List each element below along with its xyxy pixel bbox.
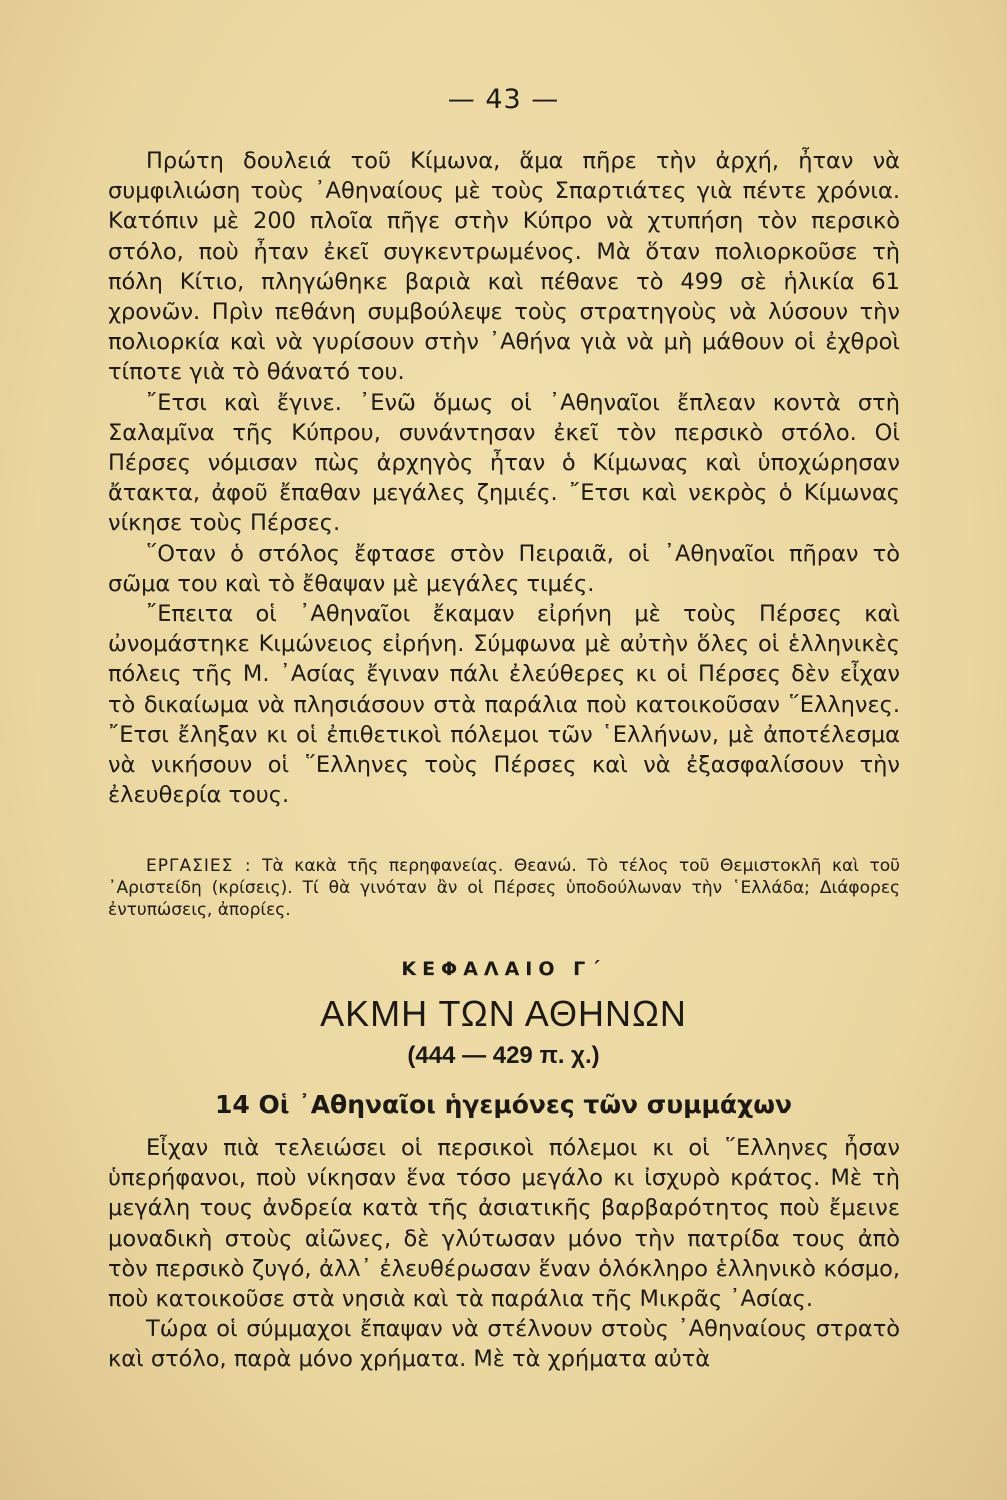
tasks-label: ΕΡΓΑΣΙΕΣ : xyxy=(146,856,252,876)
tasks-block xyxy=(108,855,900,921)
tasks-text: Τὰ κακὰ τῆς περηφανείας. Θεανώ. Τὸ τέλος τοῦ Θεμιστοκλῆ καὶ τοῦ ᾿Αριστείδη (κρίσεις). Τί θὰ γινόταν ἂν οἱ Πέρσες ὑποδούλωναν τὴν ῾Ελλάδα; Διάφορες ἐντυπώσεις, ἀπορίες. xyxy=(108,856,901,920)
paragraph: ῎Επειτα οἱ ᾿Αθηναῖοι ἔκαμαν εἰρήνη μὲ τοὺς Πέρσες καὶ ὠνομάστηκε Κιμώνειος εἰρήνη. Σύμφωνα μὲ αὐτὴν ὅλες οἱ ἑλληνικὲς πόλεις τῆς Μ. ᾿Ασίας ἔγιναν πάλι ἐλεύθερες κι οἱ Πέρσες δὲν εἶχαν τὸ δικαίωμα νὰ πλησιάσουν στὰ παράλια ποὺ κατοικοῦσαν ῞Ελληνες. ῎Ετσι ἔληξαν κι οἱ ἐπιθετικοὶ πόλεμοι τῶν ῾Ελλήνων, μὲ ἀποτέλεσμα νὰ νικήσουν οἱ ῞Ελληνες τοὺς Πέρσες καὶ νὰ ἐξασφαλίσουν τὴν ἐλευθερία τους. xyxy=(108,601,900,809)
chapter-label: ΚΕΦΑΛΑΙΟ Γ΄ xyxy=(401,958,606,980)
page-number: — 43 — xyxy=(447,84,560,115)
paragraph: Πρώτη δουλειά τοῦ Κίμωνα, ἅμα πῆρε τὴν ἀρχή, ἦταν νὰ συμφιλιώση τοὺς ᾿Αθηναίους μὲ τοὺς Σπαρτιάτες γιὰ πέντε χρόνια. Κατόπιν μὲ 200 πλοῖα πῆγε στὴν Κύπρο νὰ χτυπήση τὸν περσικὸ στόλο, ποὺ ἦταν ἐκεῖ συγκεντρωμένος. Μὰ ὅταν πολιορκοῦσε τὴ πόλη Κίτιο, πληγώθηκε βαριὰ καὶ πέθανε τὸ 499 σὲ ἡλικία 61 χρονῶν. Πρὶν πεθάνη συμβούλεψε τοὺς στρατηγοὺς νὰ λύσουν τὴν πολιορκία καὶ νὰ γυρίσουν στὴν ᾿Αθήνα γιὰ νὰ μὴ μάθουν οἱ ἐχθροὶ τίποτε γιὰ τὸ θάνατό του. xyxy=(108,148,900,386)
paragraph: ῎Ετσι καὶ ἔγινε. ᾿Ενῶ ὅμως οἱ ᾿Αθηναῖοι ἔπλεαν κοντὰ στὴ Σαλαμῖνα τῆς Κύπρου, συνάντησαν ἐκεῖ τὸν περσικὸ στόλο. Οἱ Πέρσες νόμισαν πὼς ἀρχηγὸς ἦταν ὁ Κίμωνας καὶ ὑποχώρησαν ἄτακτα, ἀφοῦ ἔπαθαν μεγάλες ζημιές. ῎Ετσι καὶ νεκρὸς ὁ Κίμωνας νίκησε τοὺς Πέρσες. xyxy=(108,389,900,537)
paragraph: ῞Οταν ὁ στόλος ἔφτασε στὸν Πειραιᾶ, οἱ ᾿Αθηναῖοι πῆραν τὸ σῶμα του καὶ τὸ ἔθαψαν μὲ μεγάλες τιμές. xyxy=(108,540,900,597)
section-body xyxy=(108,1133,900,1375)
chapter-title: ΑΚΜΗ ΤΩΝ ΑΘΗΝΩΝ xyxy=(320,993,687,1034)
tasks-paragraph xyxy=(108,855,900,921)
paragraph: Εἶχαν πιὰ τελειώσει οἱ περσικοὶ πόλεμοι κι οἱ ῞Ελληνες ἦσαν ὑπερήφανοι, ποὺ νίκησαν ἕνα τόσο μεγάλο κι ἰσχυρὸ κράτος. Μὲ τὴ μεγάλη τους ἀνδρεία κατὰ τῆς ἀσιατικῆς βαρβαρότητος ποὺ ἔμεινε μοναδικὴ στοὺς αἰῶνες, δὲ γλύτωσαν μόνο τὴν πατρίδα τους ἀπὸ τὸν περσικὸ ζυγό, ἀλλ᾿ ἐλευθέρωσαν ἕναν ὁλόκληρο ἑλληνικὸ κόσμο, ποὺ κατοικοῦσε στὰ νησιὰ καὶ τὰ παράλια τῆς Μικρᾶς ᾿Ασίας. xyxy=(108,1135,900,1313)
paragraph: Τώρα οἱ σύμμαχοι ἔπαψαν νὰ στέλνουν στοὺς ᾿Αθηναίους στρατὸ καὶ στόλο, παρὰ μόνο χρήματα. Μὲ τὰ χρήματα αὐτὰ xyxy=(108,1316,900,1373)
section-title: 14 Οἱ ᾿Αθηναῖοι ἡγεμόνες τῶν συμμάχων xyxy=(215,1090,792,1119)
body-text xyxy=(108,146,900,810)
chapter-dates: (444 — 429 π. χ.) xyxy=(407,1042,600,1069)
